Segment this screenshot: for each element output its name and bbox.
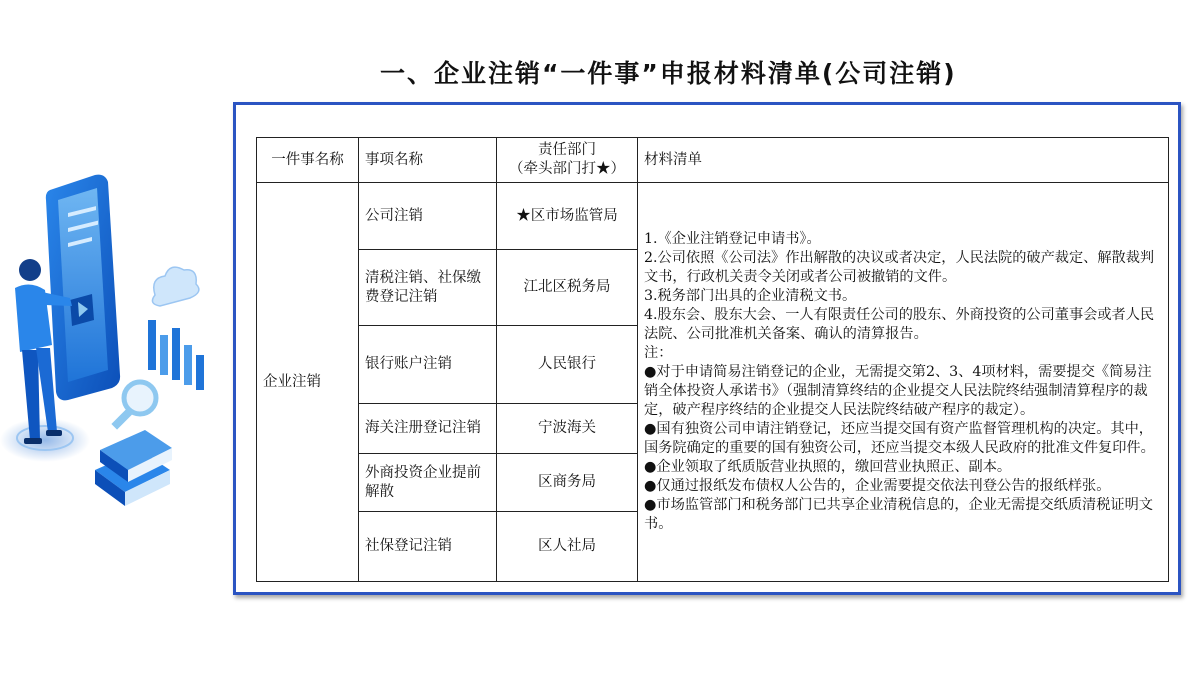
material-line: 注： — [644, 345, 673, 361]
material-line: ●对于申请简易注销登记的企业，无需提交第2、3、4项材料，需要提交《简易注销全体投资人承诺书》（强制清算终结的企业提交人民法院终结强制清算程序的裁定，破产程序终结的企业提交人民法院终结破产程序的裁定）。 — [644, 364, 1152, 418]
header-item-name: 事项名称 — [359, 138, 497, 183]
material-line: ●市场监管部门和税务部门已共享企业清税信息的，企业无需提交纸质清税证明文书。 — [644, 497, 1153, 532]
bar-chart-icon — [148, 320, 204, 390]
dept-cell: 宁波海关 — [497, 404, 638, 454]
item-cell: 公司注销 — [359, 183, 497, 250]
content-frame — [233, 102, 1181, 595]
material-line: 3.税务部门出具的企业清税文书。 — [644, 288, 857, 304]
material-line: ●国有独资公司申请注销登记，还应当提交国有资产监督管理机构的决定。其中，国务院确定的重要的国有独资公司，还应当提交本级人民政府的批准文件复印件。 — [644, 421, 1155, 456]
item-cell: 海关注册登记注销 — [359, 404, 497, 454]
header-event-name: 一件事名称 — [257, 138, 359, 183]
dept-cell: ★区市场监管局 — [497, 183, 638, 250]
item-cell: 清税注销、社保缴费登记注销 — [359, 250, 497, 326]
smartphone-icon — [46, 175, 120, 401]
item-cell: 外商投资企业提前解散 — [359, 454, 497, 512]
material-line: ●仅通过报纸发布债权人公告的，企业需要提交依法刊登公告的报纸样张。 — [644, 478, 1111, 494]
header-materials: 材料清单 — [638, 138, 1169, 183]
table-header-row — [257, 138, 1169, 183]
header-department-line1: 责任部门 — [538, 142, 596, 158]
dept-cell: 人民银行 — [497, 326, 638, 404]
material-line: 2.公司依照《公司法》作出解散的决议或者决定，人民法院的破产裁定、解散裁判文书，行政机关责令关闭或者公司被撤销的文件。 — [644, 250, 1155, 285]
books-icon — [95, 430, 172, 506]
cloud-icon — [152, 267, 198, 306]
table-row — [257, 183, 1169, 250]
materials-cell — [638, 183, 1169, 582]
material-line: 4.股东会、股东大会、一人有限责任公司的股东、外商投资的公司董事会或者人民法院、公司批准机关备案、确认的清算报告。 — [644, 307, 1155, 342]
dept-cell: 江北区税务局 — [497, 250, 638, 326]
dept-cell: 区人社局 — [497, 512, 638, 582]
dept-cell: 区商务局 — [497, 454, 638, 512]
group-name-cell: 企业注销 — [257, 183, 359, 582]
magnifier-icon — [111, 382, 156, 430]
header-department-line2: （牵头部门打★） — [509, 161, 625, 177]
item-cell: 社保登记注销 — [359, 512, 497, 582]
materials-table — [256, 137, 1169, 582]
header-department — [497, 138, 638, 183]
material-line: ●企业领取了纸质版营业执照的，缴回营业执照正、副本。 — [644, 459, 1012, 475]
illustration — [0, 170, 230, 530]
page-title: 一、企业注销“一件事”申报材料清单(公司注销) — [380, 59, 957, 88]
item-cell: 银行账户注销 — [359, 326, 497, 404]
material-line: 1.《企业注销登记申请书》。 — [644, 231, 821, 247]
